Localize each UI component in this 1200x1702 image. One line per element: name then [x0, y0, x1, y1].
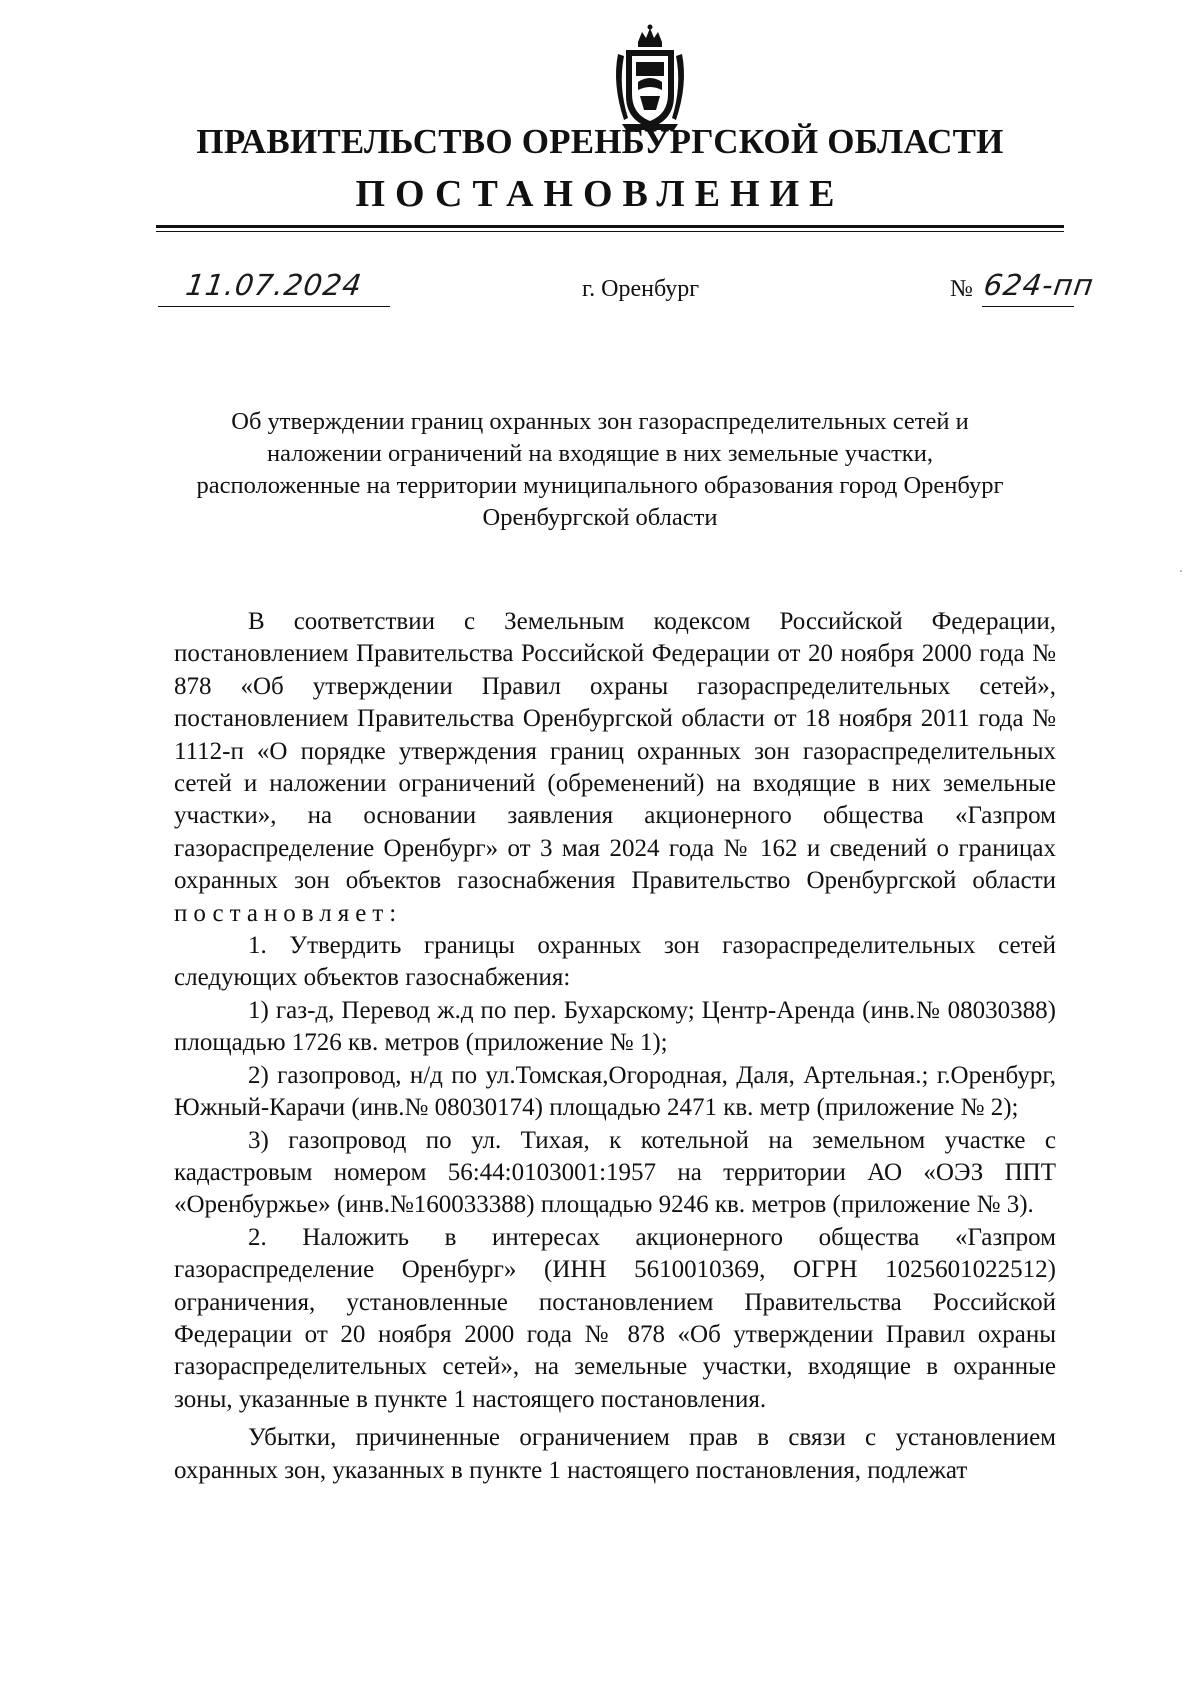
document-city: г. Оренбург: [582, 276, 700, 302]
header-divider-thick: [156, 225, 1064, 228]
item-1: 1. Утвердить границы охранных зон газораспределительных сетей следующих объектов газоснабжения:: [174, 932, 1056, 992]
document-date: 11.07.2024: [183, 268, 365, 302]
subject-line: расположенные на территории муниципального образования город Оренбург: [196, 472, 1004, 499]
item-1-2: 2) газопровод, н/д по ул.Томская,Огородная, Даля, Артельная.; г.Оренбург, Южный-Карачи (инв.№ 08030174) площадью 2471 кв. метр (приложение № 2);: [174, 1061, 1056, 1122]
preamble-text: В соответствии с Земельным кодексом Российской Федерации, постановлением Правительства Российской Федерации от 20 ноября 2000 года № 878 «Об утверждении Правил охраны газораспределительных сетей», постановлением Правительства Оренбургской области от 18 ноября 2011 года № 1112-п «О порядке утверждения границ охранных зон газораспределительных сетей и наложении ограничений (обременений) на входящие в них земельные участки», на основании заявления акционерного общества «Газпром газораспределение Оренбург» от 3 мая 2024 года № 162 и сведений о границах охранных зон объектов газоснабжения Правительство Оренбургской области: [174, 608, 1056, 895]
document-type-title: ПОСТАНОВЛЕНИЕ: [355, 173, 845, 215]
item-2: 2. Наложить в интересах акционерного общества «Газпром газораспределение Оренбург» (ИНН 5610010369, ОГРН 1025601022512) ограничения, установленные постановлением Правительства Российской Федерации от 20 ноября 2000 года № 878 «Об утверждении Правил охраны газораспределительных сетей», на земельные участки, входящие в охранные зоны, указанные в пункте 1 настоящего постановления.: [174, 1223, 1056, 1413]
organization-title: ПРАВИТЕЛЬСТВО ОРЕНБУРГСКОЙ ОБЛАСТИ: [196, 122, 1004, 161]
scan-artifact: [1180, 570, 1182, 572]
item-1-3: 3) газопровод по ул. Тихая, к котельной на земельном участке с кадастровым номером 56:44:0103001:1957 на территории АО «ОЭЗ ППТ «Оренбуржье» (инв.№160033388) площадью 9246 кв. метров (приложение № 3).: [174, 1126, 1056, 1219]
document-body: [174, 606, 1056, 1487]
number-underline: [982, 306, 1074, 307]
subject-line: Об утверждении границ охранных зон газораспределительных сетей и: [231, 408, 969, 435]
date-underline: [158, 306, 390, 307]
coat-of-arms-icon: [608, 24, 692, 132]
losses-paragraph: Убытки, причиненные ограничением прав в связи с установлением охранных зон, указанных в пункте 1 настоящего постановления, подлежат: [174, 1424, 1056, 1484]
document-number: 624-пп: [981, 268, 1097, 302]
subject-line: наложении ограничений на входящие в них земельные участки,: [267, 440, 933, 467]
subject-line: Оренбургской области: [482, 504, 718, 531]
number-label: №: [950, 276, 973, 302]
preamble-paragraph: [174, 606, 1056, 930]
document-subject: [150, 406, 1050, 534]
header-divider-thin: [156, 231, 1064, 232]
item-1-1: 1) газ-д, Перевод ж.д по пер. Бухарскому; Центр-Аренда (инв.№ 08030388) площадью 1726 кв. метров (приложение № 1);: [174, 996, 1056, 1057]
decree-word: постановляет:: [174, 899, 403, 927]
